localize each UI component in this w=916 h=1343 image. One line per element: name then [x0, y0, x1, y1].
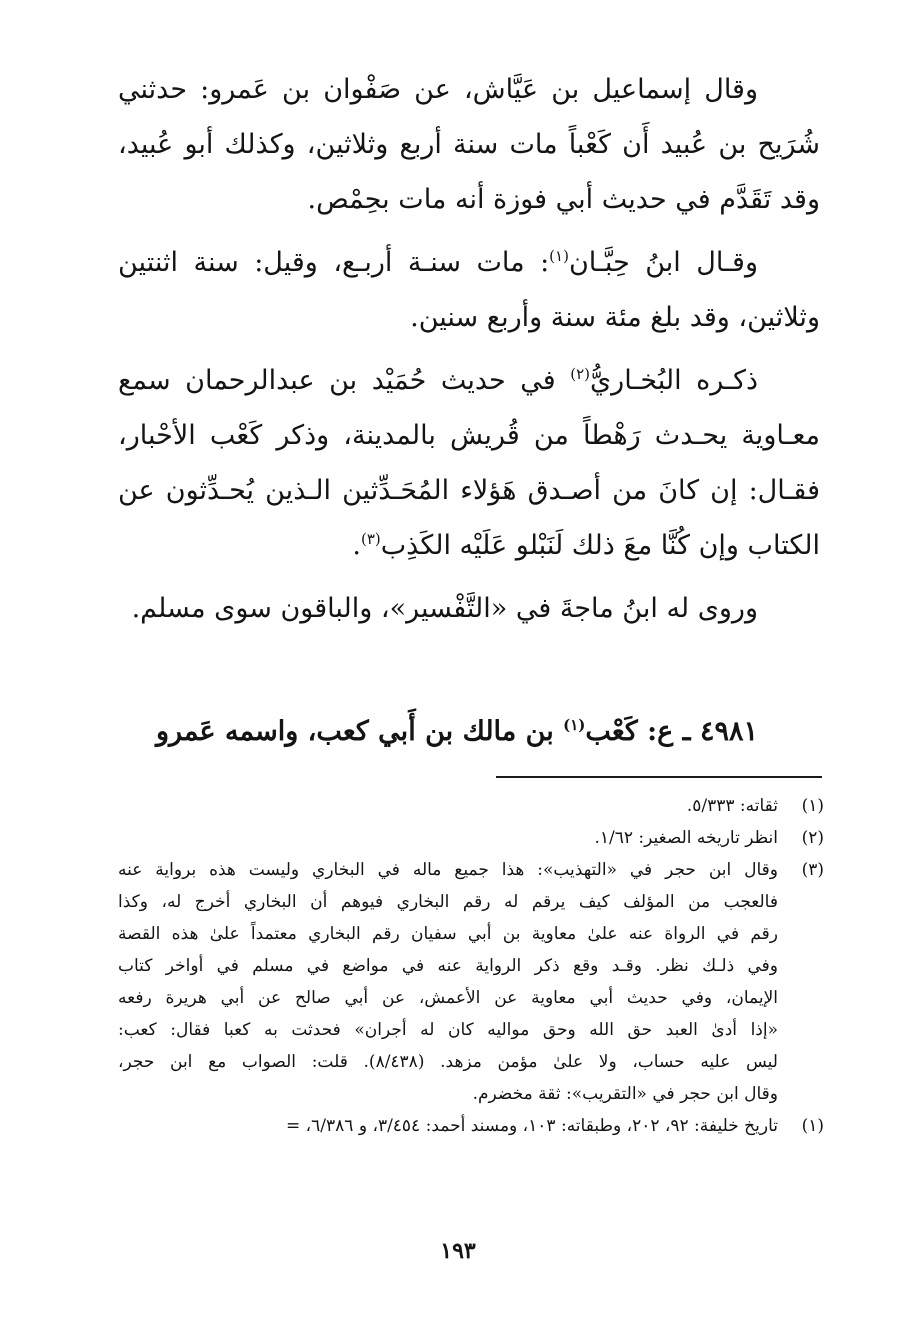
footnote-item: [118, 854, 824, 1110]
footnote-number: (١): [801, 1116, 824, 1136]
footnote-body: [118, 822, 778, 854]
footnote-ref-2[interactable]: (٢): [570, 365, 591, 383]
footnote-ref-1[interactable]: (١): [549, 247, 569, 265]
footnote-line: وفي ذلـك نظر. وقـد وقع ذكر الرواية عنه في مواضع في مسلم في أواخر كتاب: [118, 956, 778, 976]
paragraph-1: [118, 62, 820, 227]
main-text: [118, 62, 820, 759]
page-number: ١٩٣: [440, 1238, 476, 1264]
footnote-item: [118, 1110, 824, 1142]
footnote-line: رقم في الرواة عنه علىٰ معاوية بن أبي سفيان رقم البخاري معتمداً علىٰ هذه القصة: [118, 924, 778, 944]
footnote-line: وقال ابن حجر في «التهذيب»: هذا جميع ماله في البخاري وليست هذه برواية عنه: [118, 860, 778, 880]
paragraph-2-rest: : مات سنـة أربـع، وقيل: سنة اثنتين وثلاثين، وقد بلغ مئة سنة وأربع سنين.: [118, 247, 820, 333]
footnote-ref-entry[interactable]: (١): [563, 716, 586, 734]
entry-heading: [118, 704, 820, 759]
paragraph-4: [118, 581, 820, 636]
paragraph-2: [118, 235, 820, 345]
entry-heading-lead: ٤٩٨١ ـ ع: كَعْب: [585, 716, 758, 747]
footnote-line: الإيمان، وفي حديث أبي معاوية عن الأعمش، عن أبي صالح عن أبي هريرة رفعه: [118, 988, 778, 1008]
footnotes: [118, 790, 824, 1142]
footnote-line: انظر تاريخه الصغير: ١/٦٢.: [594, 828, 778, 848]
footnote-line: تاريخ خليفة: ٩٢، ٢٠٢، وطبقاته: ١٠٣، ومسند أحمد: ٣/٤٥٤، و ٦/٣٨٦، =: [286, 1116, 778, 1136]
paragraph-2-lead: وقـال ابنُ حِبَّـان: [568, 247, 758, 278]
footnote-body: [118, 790, 778, 822]
footnote-line: فالعجب من المؤلف كيف يرقم له رقم البخاري فيوهم أن البخاري أخرج له، وكذا: [118, 892, 778, 912]
paragraph-3: [118, 353, 820, 573]
footnote-ref-3[interactable]: (٣): [360, 530, 381, 548]
paragraph-3-lead: ذكـره البُخـاريُّ: [590, 365, 758, 396]
footnote-line: ليس عليه حساب، ولا علىٰ مؤمن مزهد. (٨/٤٣٨). قلت: الصواب مع ابن حجر،: [118, 1052, 778, 1072]
footnote-number: (١): [801, 796, 824, 816]
footnote-line: «إذا أدىٰ العبد حق الله وحق مواليه كان له أجران» فحدثت به كعبا فقال: كعب:: [118, 1020, 778, 1040]
entry-heading-rest: بن مالك بن أَبي كعب، واسمه عَمرو: [155, 716, 564, 747]
footnote-body: [118, 854, 778, 1110]
footnote-body: [118, 1110, 778, 1142]
footnote-number: (٢): [801, 828, 824, 848]
paragraph-4-text: وروى له ابنُ ماجةَ في «التَّفْسير»، والباقون سوى مسلم.: [131, 593, 758, 624]
footnote-number: (٣): [801, 860, 824, 880]
footnote-item: [118, 790, 824, 822]
footnote-line: وقال ابن حجر في «التقريب»: ثقة مخضرم.: [472, 1084, 778, 1104]
footnote-separator: [496, 776, 822, 778]
paragraph-1-text: وقال إسماعيل بن عَيَّاش، عن صَفْوان بن عَمرو: حدثني شُرَيح بن عُبيد أَن كَعْباً مات سنة أربع وثلاثين، وكذلك أبو عُبيد، وقد تَقَدَّم في حديث أبي فوزة أنه مات بحِمْص.: [118, 74, 820, 215]
paragraph-3-body: في حديث حُمَيْد بن عبدالرحمان سمع معـاوية يحـدث رَهْطاً من قُريش بالمدينة، وذكر كَعْب الأحْبار، فقـال: إن كانَ من أصـدق هَؤلاء المُحَـدِّثين الـذين يُحـدِّثون عن الكتاب وإن كُنَّا معَ ذلك لَنَبْلو عَلَيْه الكَذِب: [118, 365, 820, 561]
footnote-item: [118, 822, 824, 854]
paragraph-3-end: .: [352, 530, 361, 561]
footnote-line: ثقاته: ٥/٣٣٣.: [686, 796, 778, 816]
